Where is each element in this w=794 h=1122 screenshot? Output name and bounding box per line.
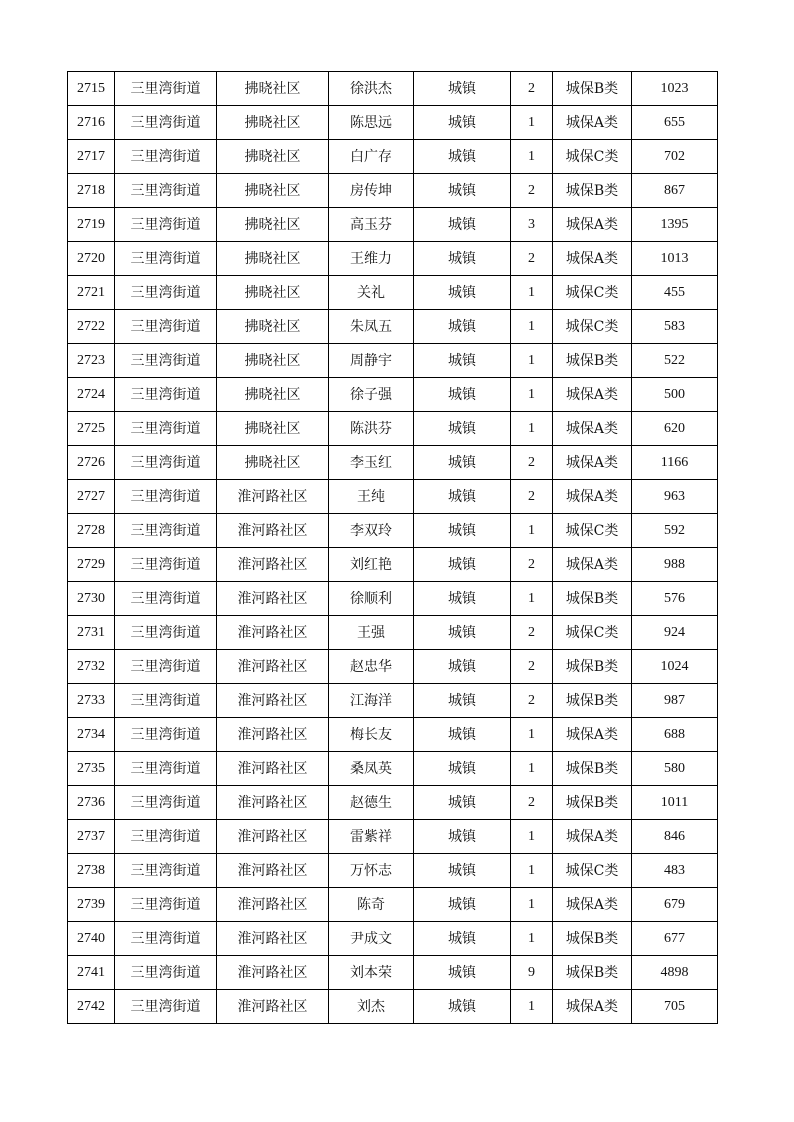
street-cell: 三里湾街道 xyxy=(115,650,217,684)
category-cell: 城保B类 xyxy=(553,684,632,718)
table-row xyxy=(68,582,718,616)
table-row xyxy=(68,378,718,412)
category-cell: 城保B类 xyxy=(553,344,632,378)
household-size-cell: 1 xyxy=(511,276,553,310)
person-name-cell: 尹成文 xyxy=(329,922,414,956)
area-type-cell: 城镇 xyxy=(414,242,511,276)
area-type-cell: 城镇 xyxy=(414,514,511,548)
serial-number-cell: 2718 xyxy=(68,174,115,208)
table-row xyxy=(68,140,718,174)
category-cell: 城保C类 xyxy=(553,276,632,310)
community-cell: 淮河路社区 xyxy=(217,956,329,990)
household-size-cell: 9 xyxy=(511,956,553,990)
amount-cell: 867 xyxy=(632,174,718,208)
category-cell: 城保C类 xyxy=(553,310,632,344)
serial-number-cell: 2716 xyxy=(68,106,115,140)
street-cell: 三里湾街道 xyxy=(115,310,217,344)
category-cell: 城保B类 xyxy=(553,786,632,820)
person-name-cell: 雷紫祥 xyxy=(329,820,414,854)
community-cell: 拂晓社区 xyxy=(217,344,329,378)
area-type-cell: 城镇 xyxy=(414,276,511,310)
area-type-cell: 城镇 xyxy=(414,412,511,446)
serial-number-cell: 2728 xyxy=(68,514,115,548)
serial-number-cell: 2721 xyxy=(68,276,115,310)
category-cell: 城保B类 xyxy=(553,922,632,956)
community-cell: 淮河路社区 xyxy=(217,820,329,854)
serial-number-cell: 2734 xyxy=(68,718,115,752)
household-size-cell: 1 xyxy=(511,990,553,1024)
person-name-cell: 刘本荣 xyxy=(329,956,414,990)
serial-number-cell: 2731 xyxy=(68,616,115,650)
community-cell: 拂晓社区 xyxy=(217,446,329,480)
community-cell: 淮河路社区 xyxy=(217,548,329,582)
category-cell: 城保C类 xyxy=(553,140,632,174)
table-row xyxy=(68,752,718,786)
street-cell: 三里湾街道 xyxy=(115,208,217,242)
person-name-cell: 赵德生 xyxy=(329,786,414,820)
household-size-cell: 1 xyxy=(511,582,553,616)
person-name-cell: 王维力 xyxy=(329,242,414,276)
person-name-cell: 王强 xyxy=(329,616,414,650)
amount-cell: 455 xyxy=(632,276,718,310)
street-cell: 三里湾街道 xyxy=(115,412,217,446)
area-type-cell: 城镇 xyxy=(414,548,511,582)
household-size-cell: 1 xyxy=(511,140,553,174)
table-row xyxy=(68,106,718,140)
person-name-cell: 陈洪芬 xyxy=(329,412,414,446)
person-name-cell: 王纯 xyxy=(329,480,414,514)
amount-cell: 1011 xyxy=(632,786,718,820)
category-cell: 城保A类 xyxy=(553,242,632,276)
community-cell: 淮河路社区 xyxy=(217,922,329,956)
table-row xyxy=(68,446,718,480)
serial-number-cell: 2742 xyxy=(68,990,115,1024)
street-cell: 三里湾街道 xyxy=(115,514,217,548)
serial-number-cell: 2715 xyxy=(68,72,115,106)
serial-number-cell: 2723 xyxy=(68,344,115,378)
category-cell: 城保C类 xyxy=(553,616,632,650)
serial-number-cell: 2724 xyxy=(68,378,115,412)
street-cell: 三里湾街道 xyxy=(115,990,217,1024)
category-cell: 城保A类 xyxy=(553,208,632,242)
area-type-cell: 城镇 xyxy=(414,854,511,888)
category-cell: 城保B类 xyxy=(553,72,632,106)
serial-number-cell: 2722 xyxy=(68,310,115,344)
household-size-cell: 1 xyxy=(511,888,553,922)
table-row xyxy=(68,174,718,208)
street-cell: 三里湾街道 xyxy=(115,752,217,786)
table-row xyxy=(68,650,718,684)
street-cell: 三里湾街道 xyxy=(115,718,217,752)
serial-number-cell: 2719 xyxy=(68,208,115,242)
category-cell: 城保C类 xyxy=(553,854,632,888)
area-type-cell: 城镇 xyxy=(414,480,511,514)
person-name-cell: 徐子强 xyxy=(329,378,414,412)
table-row xyxy=(68,310,718,344)
amount-cell: 987 xyxy=(632,684,718,718)
person-name-cell: 刘杰 xyxy=(329,990,414,1024)
amount-cell: 576 xyxy=(632,582,718,616)
area-type-cell: 城镇 xyxy=(414,820,511,854)
category-cell: 城保A类 xyxy=(553,106,632,140)
category-cell: 城保A类 xyxy=(553,718,632,752)
area-type-cell: 城镇 xyxy=(414,378,511,412)
area-type-cell: 城镇 xyxy=(414,616,511,650)
area-type-cell: 城镇 xyxy=(414,786,511,820)
community-cell: 拂晓社区 xyxy=(217,276,329,310)
street-cell: 三里湾街道 xyxy=(115,242,217,276)
serial-number-cell: 2736 xyxy=(68,786,115,820)
category-cell: 城保A类 xyxy=(553,480,632,514)
street-cell: 三里湾街道 xyxy=(115,922,217,956)
street-cell: 三里湾街道 xyxy=(115,140,217,174)
serial-number-cell: 2738 xyxy=(68,854,115,888)
category-cell: 城保C类 xyxy=(553,514,632,548)
area-type-cell: 城镇 xyxy=(414,310,511,344)
household-size-cell: 1 xyxy=(511,344,553,378)
area-type-cell: 城镇 xyxy=(414,922,511,956)
serial-number-cell: 2740 xyxy=(68,922,115,956)
household-size-cell: 1 xyxy=(511,922,553,956)
household-size-cell: 2 xyxy=(511,72,553,106)
area-type-cell: 城镇 xyxy=(414,106,511,140)
amount-cell: 1013 xyxy=(632,242,718,276)
amount-cell: 483 xyxy=(632,854,718,888)
amount-cell: 677 xyxy=(632,922,718,956)
serial-number-cell: 2733 xyxy=(68,684,115,718)
category-cell: 城保B类 xyxy=(553,582,632,616)
household-size-cell: 3 xyxy=(511,208,553,242)
street-cell: 三里湾街道 xyxy=(115,820,217,854)
household-size-cell: 1 xyxy=(511,752,553,786)
area-type-cell: 城镇 xyxy=(414,208,511,242)
street-cell: 三里湾街道 xyxy=(115,276,217,310)
serial-number-cell: 2737 xyxy=(68,820,115,854)
amount-cell: 924 xyxy=(632,616,718,650)
amount-cell: 705 xyxy=(632,990,718,1024)
household-size-cell: 1 xyxy=(511,378,553,412)
person-name-cell: 徐洪杰 xyxy=(329,72,414,106)
table-row xyxy=(68,684,718,718)
community-cell: 淮河路社区 xyxy=(217,684,329,718)
table-row xyxy=(68,242,718,276)
community-cell: 拂晓社区 xyxy=(217,310,329,344)
household-size-cell: 1 xyxy=(511,854,553,888)
household-size-cell: 2 xyxy=(511,684,553,718)
amount-cell: 688 xyxy=(632,718,718,752)
household-size-cell: 1 xyxy=(511,514,553,548)
amount-cell: 846 xyxy=(632,820,718,854)
amount-cell: 702 xyxy=(632,140,718,174)
category-cell: 城保B类 xyxy=(553,752,632,786)
street-cell: 三里湾街道 xyxy=(115,684,217,718)
area-type-cell: 城镇 xyxy=(414,72,511,106)
community-cell: 淮河路社区 xyxy=(217,514,329,548)
street-cell: 三里湾街道 xyxy=(115,174,217,208)
serial-number-cell: 2726 xyxy=(68,446,115,480)
person-name-cell: 陈奇 xyxy=(329,888,414,922)
person-name-cell: 房传坤 xyxy=(329,174,414,208)
category-cell: 城保A类 xyxy=(553,548,632,582)
street-cell: 三里湾街道 xyxy=(115,378,217,412)
amount-cell: 1166 xyxy=(632,446,718,480)
area-type-cell: 城镇 xyxy=(414,990,511,1024)
table-row xyxy=(68,718,718,752)
person-name-cell: 徐顺利 xyxy=(329,582,414,616)
area-type-cell: 城镇 xyxy=(414,888,511,922)
area-type-cell: 城镇 xyxy=(414,684,511,718)
household-size-cell: 2 xyxy=(511,548,553,582)
table-row xyxy=(68,956,718,990)
table-row xyxy=(68,548,718,582)
household-size-cell: 2 xyxy=(511,786,553,820)
category-cell: 城保A类 xyxy=(553,820,632,854)
category-cell: 城保B类 xyxy=(553,956,632,990)
table-row xyxy=(68,922,718,956)
amount-cell: 1024 xyxy=(632,650,718,684)
community-cell: 拂晓社区 xyxy=(217,208,329,242)
street-cell: 三里湾街道 xyxy=(115,854,217,888)
area-type-cell: 城镇 xyxy=(414,650,511,684)
table-row xyxy=(68,514,718,548)
amount-cell: 580 xyxy=(632,752,718,786)
community-cell: 拂晓社区 xyxy=(217,72,329,106)
area-type-cell: 城镇 xyxy=(414,344,511,378)
community-cell: 淮河路社区 xyxy=(217,480,329,514)
area-type-cell: 城镇 xyxy=(414,582,511,616)
table-row xyxy=(68,344,718,378)
street-cell: 三里湾街道 xyxy=(115,616,217,650)
table-row xyxy=(68,820,718,854)
category-cell: 城保B类 xyxy=(553,174,632,208)
community-cell: 拂晓社区 xyxy=(217,174,329,208)
household-size-cell: 2 xyxy=(511,242,553,276)
community-cell: 拂晓社区 xyxy=(217,106,329,140)
serial-number-cell: 2727 xyxy=(68,480,115,514)
person-name-cell: 高玉芬 xyxy=(329,208,414,242)
person-name-cell: 陈思远 xyxy=(329,106,414,140)
person-name-cell: 关礼 xyxy=(329,276,414,310)
household-size-cell: 2 xyxy=(511,174,553,208)
amount-cell: 1023 xyxy=(632,72,718,106)
amount-cell: 679 xyxy=(632,888,718,922)
person-name-cell: 赵忠华 xyxy=(329,650,414,684)
household-size-cell: 1 xyxy=(511,310,553,344)
table-row xyxy=(68,616,718,650)
street-cell: 三里湾街道 xyxy=(115,956,217,990)
person-name-cell: 桑凤英 xyxy=(329,752,414,786)
community-cell: 拂晓社区 xyxy=(217,378,329,412)
street-cell: 三里湾街道 xyxy=(115,72,217,106)
community-cell: 拂晓社区 xyxy=(217,140,329,174)
person-name-cell: 万怀志 xyxy=(329,854,414,888)
household-size-cell: 2 xyxy=(511,650,553,684)
person-name-cell: 周静宇 xyxy=(329,344,414,378)
person-name-cell: 梅长友 xyxy=(329,718,414,752)
person-name-cell: 刘红艳 xyxy=(329,548,414,582)
person-name-cell: 李双玲 xyxy=(329,514,414,548)
community-cell: 淮河路社区 xyxy=(217,854,329,888)
area-type-cell: 城镇 xyxy=(414,174,511,208)
street-cell: 三里湾街道 xyxy=(115,582,217,616)
serial-number-cell: 2735 xyxy=(68,752,115,786)
amount-cell: 583 xyxy=(632,310,718,344)
community-cell: 淮河路社区 xyxy=(217,718,329,752)
table-row xyxy=(68,854,718,888)
serial-number-cell: 2729 xyxy=(68,548,115,582)
household-size-cell: 1 xyxy=(511,718,553,752)
table-row xyxy=(68,412,718,446)
community-cell: 淮河路社区 xyxy=(217,786,329,820)
street-cell: 三里湾街道 xyxy=(115,548,217,582)
table-row xyxy=(68,480,718,514)
household-size-cell: 2 xyxy=(511,480,553,514)
serial-number-cell: 2717 xyxy=(68,140,115,174)
category-cell: 城保A类 xyxy=(553,990,632,1024)
area-type-cell: 城镇 xyxy=(414,956,511,990)
roster-table xyxy=(67,71,718,1024)
street-cell: 三里湾街道 xyxy=(115,446,217,480)
community-cell: 淮河路社区 xyxy=(217,752,329,786)
amount-cell: 988 xyxy=(632,548,718,582)
person-name-cell: 李玉红 xyxy=(329,446,414,480)
person-name-cell: 江海洋 xyxy=(329,684,414,718)
category-cell: 城保A类 xyxy=(553,412,632,446)
category-cell: 城保A类 xyxy=(553,888,632,922)
area-type-cell: 城镇 xyxy=(414,752,511,786)
person-name-cell: 白广存 xyxy=(329,140,414,174)
community-cell: 淮河路社区 xyxy=(217,616,329,650)
household-size-cell: 2 xyxy=(511,446,553,480)
amount-cell: 963 xyxy=(632,480,718,514)
street-cell: 三里湾街道 xyxy=(115,480,217,514)
category-cell: 城保A类 xyxy=(553,378,632,412)
area-type-cell: 城镇 xyxy=(414,446,511,480)
amount-cell: 522 xyxy=(632,344,718,378)
community-cell: 淮河路社区 xyxy=(217,888,329,922)
table-row xyxy=(68,208,718,242)
roster-body xyxy=(68,72,718,1024)
table-row xyxy=(68,276,718,310)
serial-number-cell: 2732 xyxy=(68,650,115,684)
category-cell: 城保A类 xyxy=(553,446,632,480)
street-cell: 三里湾街道 xyxy=(115,106,217,140)
amount-cell: 1395 xyxy=(632,208,718,242)
area-type-cell: 城镇 xyxy=(414,718,511,752)
amount-cell: 4898 xyxy=(632,956,718,990)
area-type-cell: 城镇 xyxy=(414,140,511,174)
household-size-cell: 1 xyxy=(511,106,553,140)
serial-number-cell: 2741 xyxy=(68,956,115,990)
serial-number-cell: 2739 xyxy=(68,888,115,922)
amount-cell: 655 xyxy=(632,106,718,140)
table-row xyxy=(68,888,718,922)
community-cell: 淮河路社区 xyxy=(217,990,329,1024)
serial-number-cell: 2730 xyxy=(68,582,115,616)
street-cell: 三里湾街道 xyxy=(115,344,217,378)
serial-number-cell: 2720 xyxy=(68,242,115,276)
community-cell: 淮河路社区 xyxy=(217,650,329,684)
household-size-cell: 1 xyxy=(511,820,553,854)
household-size-cell: 2 xyxy=(511,616,553,650)
amount-cell: 620 xyxy=(632,412,718,446)
community-cell: 拂晓社区 xyxy=(217,412,329,446)
table-row xyxy=(68,72,718,106)
person-name-cell: 朱凤五 xyxy=(329,310,414,344)
category-cell: 城保B类 xyxy=(553,650,632,684)
table-row xyxy=(68,786,718,820)
amount-cell: 500 xyxy=(632,378,718,412)
household-size-cell: 1 xyxy=(511,412,553,446)
table-row xyxy=(68,990,718,1024)
serial-number-cell: 2725 xyxy=(68,412,115,446)
community-cell: 淮河路社区 xyxy=(217,582,329,616)
amount-cell: 592 xyxy=(632,514,718,548)
community-cell: 拂晓社区 xyxy=(217,242,329,276)
street-cell: 三里湾街道 xyxy=(115,888,217,922)
street-cell: 三里湾街道 xyxy=(115,786,217,820)
